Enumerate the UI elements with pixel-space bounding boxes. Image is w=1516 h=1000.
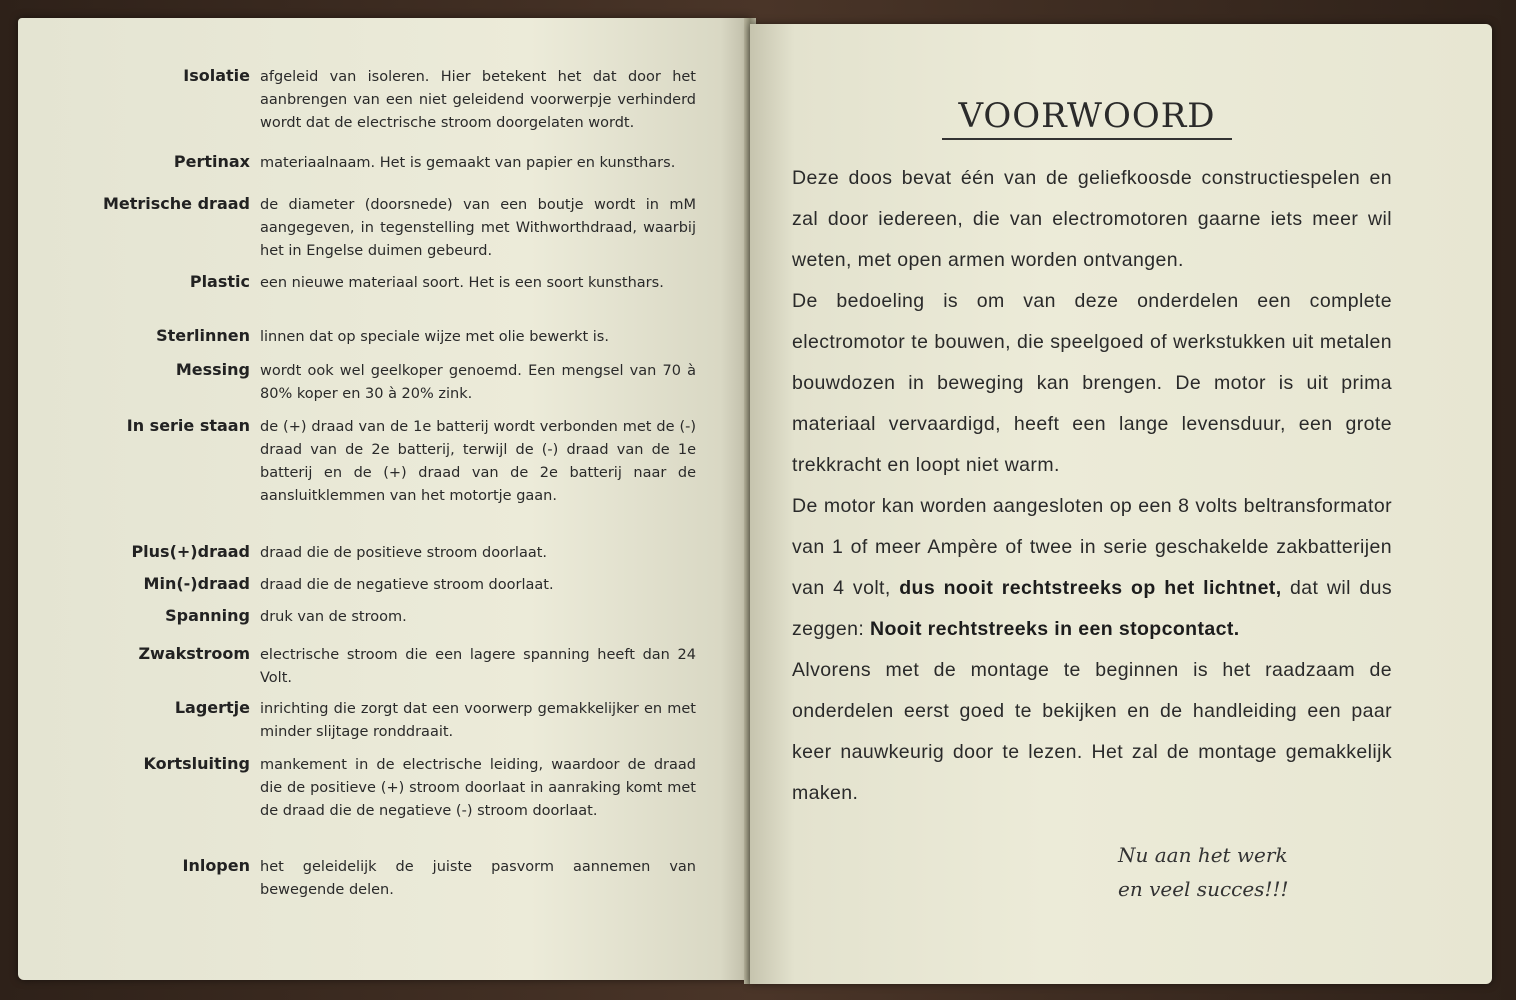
glossary-definition: wordt ook wel geelkoper genoemd. Een mengsel van 70 à 80% koper en 30 à 20% zink. xyxy=(260,363,696,402)
glossary-definition: draad die de negatieve stroom doorlaat. xyxy=(260,577,554,593)
glossary-term: Pertinax xyxy=(173,152,250,171)
warning-text: Nooit rechtstreeks in een stopcontact. xyxy=(870,618,1240,640)
foreword-paragraph xyxy=(792,486,1392,650)
glossary-definition: inrichting die zorgt dat een voorwerp gemakkelijker en met minder slijtage ronddraait. xyxy=(260,701,696,740)
foreword-text: dat wil dus zeggen: xyxy=(792,577,1392,640)
warning-text: dus nooit rechtstreeks op het lichtnet, xyxy=(899,577,1282,599)
glossary-term: Zwakstroom xyxy=(138,644,250,663)
glossary-term: Sterlinnen xyxy=(156,326,250,345)
glossary-term: Inlopen xyxy=(182,856,250,875)
glossary-definition: de (+) draad van de 1e batterij wordt verbonden met de (-) draad van de 2e batterij, terwijl de (-) draad van de 1e batterij en de (+) draad van de 2e batterij naar de aansluitklemmen van het motortje gaan. xyxy=(260,419,696,504)
glossary-term: Isolatie xyxy=(183,66,250,85)
glossary-definition: draad die de positieve stroom doorlaat. xyxy=(260,545,548,561)
foreword-paragraph: De bedoeling is om van deze onderdelen een complete electromotor te bouwen, die speelgoed of werkstukken uit metalen bouwdozen in beweging kan brengen. De motor is uit prima materiaal vervaardigd, heeft een lange levensduur, een grote trekkracht en loopt niet warm. xyxy=(792,290,1392,476)
right-page xyxy=(750,24,1492,984)
glossary-definition: mankement in de electrische leiding, waardoor de draad die de positieve (+) stroom doorlaat in aanraking komt met de draad die de negatieve (-) stroom doorlaat. xyxy=(260,757,696,819)
glossary-term: Kortsluiting xyxy=(143,754,250,773)
foreword-paragraph: Alvorens met de montage te beginnen is het raadzaam de onderdelen eerst goed te bekijken en de handleiding een paar keer nauwkeurig door te lezen. Het zal de montage gemakkelijk maken. xyxy=(792,659,1392,804)
glossary-definition: de diameter (doorsnede) van een boutje wordt in mM aangegeven, in tegenstelling met Withworthdraad, waarbij het in Engelse duimen gebeurd. xyxy=(260,197,696,259)
foreword-text: De motor kan worden aangesloten op een 8 volts beltransformator van 1 of meer Ampère of twee in serie geschakelde zakbatterijen van 4 volt, xyxy=(792,495,1392,599)
glossary-definition: druk van de stroom. xyxy=(260,609,407,625)
glossary-term: Plastic xyxy=(189,272,250,291)
glossary-term: In serie staan xyxy=(126,416,250,435)
signoff-line: en veel succes!!! xyxy=(1118,877,1289,901)
glossary-list xyxy=(18,18,750,980)
signoff xyxy=(1118,838,1338,906)
glossary-definition: linnen dat op speciale wijze met olie bewerkt is. xyxy=(260,329,609,345)
glossary-definition: electrische stroom die een lagere spanning heeft dan 24 Volt. xyxy=(260,647,696,686)
glossary-definition: het geleidelijk de juiste pasvorm aannemen van bewegende delen. xyxy=(260,859,696,898)
glossary-term: Plus(+)draad xyxy=(131,542,250,561)
glossary-definition: afgeleid van isoleren. Hier betekent het dat door het aanbrengen van een niet geleidend voorwerpje verhinderd wordt dat de electrische stroom doorgelaten wordt. xyxy=(260,69,696,131)
signoff-line: Nu aan het werk xyxy=(1118,843,1288,867)
foreword-body xyxy=(792,158,1392,814)
glossary-term: Spanning xyxy=(165,606,250,625)
foreword-paragraph: Deze doos bevat één van de geliefkoosde constructiespelen en zal door iedereen, die van electromotoren gaarne iets meer wil weten, met open armen worden ontvangen. xyxy=(792,167,1392,271)
glossary-definition: een nieuwe materiaal soort. Het is een soort kunsthars. xyxy=(260,275,664,291)
glossary-definition: materiaalnaam. Het is gemaakt van papier en kunsthars. xyxy=(260,155,676,171)
glossary-term: Lagertje xyxy=(174,698,250,717)
glossary-term: Metrische draad xyxy=(102,194,250,213)
glossary-term: Min(-)draad xyxy=(143,574,250,593)
foreword-title: VOORWOORD xyxy=(942,96,1232,140)
left-page xyxy=(18,18,750,980)
glossary-term: Messing xyxy=(175,360,250,379)
